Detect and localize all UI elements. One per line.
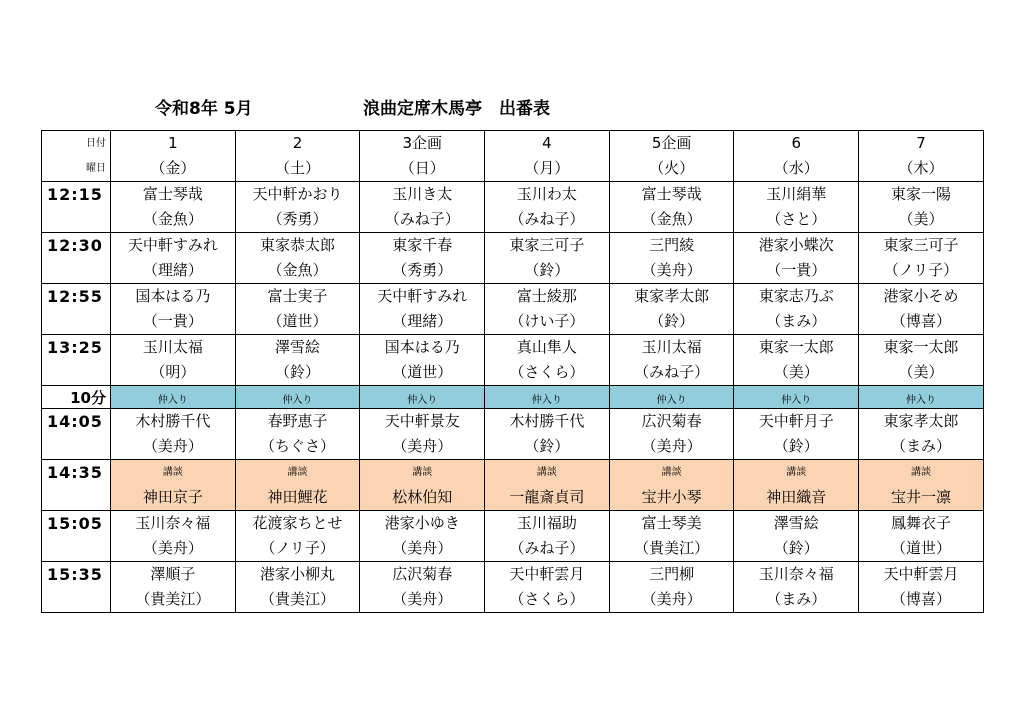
performer-cell (609, 335, 734, 386)
accompanist-name: （貴美江） (260, 590, 336, 608)
intermission-cell (485, 386, 610, 409)
intermission-cell (859, 386, 984, 409)
weekday-label: 曜日 (86, 163, 106, 174)
performer-cell (360, 409, 485, 460)
date-value: 2 (292, 134, 303, 152)
accompanist-name: （金魚） (142, 210, 203, 228)
header-day-cell (235, 131, 360, 182)
time-cell (42, 233, 111, 284)
time-slot-row (42, 562, 984, 613)
performer-name: 東家孝太郎 (883, 412, 959, 430)
accompanist-name: （みね子） (384, 210, 460, 228)
intermission-cell (235, 386, 360, 409)
schedule-table (41, 130, 984, 613)
performer-name: 港家小蝶次 (758, 236, 834, 254)
performer-cell (609, 182, 734, 233)
date-value: 5企画 (651, 134, 692, 152)
time-slot-row (42, 182, 984, 233)
performer-name: 港家小そめ (883, 287, 959, 305)
performer-cell (485, 233, 610, 284)
performer-name: 澤順子 (150, 565, 196, 583)
performer-name: 三門綾 (649, 236, 695, 254)
performer-name: 東家三可子 (509, 236, 585, 254)
performer-name: 春野恵子 (267, 412, 328, 430)
date-value: 3企画 (402, 134, 442, 152)
intermission-text: 仲入り (531, 394, 562, 406)
performer-name: 木村勝千代 (509, 412, 585, 430)
performer-name: 東家恭太郎 (260, 236, 336, 254)
koudan-label: 講談 (287, 467, 308, 478)
performer-cell (485, 409, 610, 460)
header-day-cell (609, 131, 734, 182)
performer-name: 玉川わ太 (516, 185, 577, 203)
accompanist-name: （ちぐさ） (260, 437, 336, 455)
koudan-performer: 松林伯知 (392, 488, 453, 506)
performer-cell (111, 335, 236, 386)
performer-cell (235, 233, 360, 284)
performer-cell (734, 409, 859, 460)
performer-cell (235, 409, 360, 460)
time-cell (42, 182, 111, 233)
accompanist-name: （鈴） (524, 261, 570, 279)
accompanist-name: （美舟） (641, 590, 702, 608)
accompanist-name: （鈴） (773, 539, 819, 557)
koudan-label: 講談 (661, 467, 682, 478)
slot-time: 12:30 (47, 236, 103, 255)
performer-name: 港家小ゆき (384, 514, 460, 532)
performer-name: 東家千春 (392, 236, 453, 254)
accompanist-name: （一貴） (142, 312, 203, 330)
performer-cell (734, 511, 859, 562)
accompanist-name: （一貴） (766, 261, 827, 279)
performer-name: 天中軒雲月 (509, 565, 585, 583)
performer-cell (609, 409, 734, 460)
accompanist-name: （美舟） (392, 437, 453, 455)
accompanist-name: （明） (150, 363, 196, 381)
accompanist-name: （美） (898, 210, 944, 228)
koudan-performer: 一龍斎貞司 (509, 488, 585, 506)
performer-cell (609, 233, 734, 284)
performer-name: 富士綾那 (516, 287, 577, 305)
intermission-duration: 10分 (70, 388, 106, 407)
performer-name: 花渡家ちとせ (252, 514, 343, 532)
slot-time: 12:15 (47, 185, 103, 204)
performer-name: 三門柳 (649, 565, 695, 583)
header-day-cell (859, 131, 984, 182)
date-value: 6 (791, 134, 802, 152)
accompanist-name: （秀勇） (267, 210, 328, 228)
performer-cell (360, 562, 485, 613)
page-title-date: 令和8年 5月 (155, 99, 253, 119)
performer-name: 国本はる乃 (135, 287, 211, 305)
performer-name: 天中軒月子 (758, 412, 834, 430)
performer-cell (111, 511, 236, 562)
accompanist-name: （秀勇） (392, 261, 453, 279)
accompanist-name: （さと） (766, 210, 827, 228)
intermission-row (42, 386, 984, 409)
date-label: 日付 (86, 138, 106, 149)
performer-name: 澤雪絵 (275, 338, 321, 356)
performer-cell (734, 284, 859, 335)
performer-name: 木村勝千代 (135, 412, 211, 430)
performer-name: 東家三可子 (883, 236, 959, 254)
accompanist-name: （みね子） (634, 363, 710, 381)
accompanist-name: （道世） (267, 312, 328, 330)
performer-cell (111, 233, 236, 284)
weekday-value: （木） (898, 159, 944, 177)
intermission-text: 仲入り (282, 394, 313, 406)
performer-cell (734, 335, 859, 386)
koudan-label: 講談 (786, 467, 807, 478)
time-cell (42, 335, 111, 386)
date-value: 4 (542, 134, 552, 152)
accompanist-name: （みね子） (509, 539, 585, 557)
intermission-cell (609, 386, 734, 409)
performer-name: 澤雪絵 (773, 514, 819, 532)
accompanist-name: （鈴） (649, 312, 695, 330)
accompanist-name: （美舟） (142, 437, 203, 455)
accompanist-name: （貴美江） (634, 539, 710, 557)
performer-name: 東家一太郎 (758, 338, 834, 356)
performer-name: 天中軒景友 (384, 412, 460, 430)
koudan-cell (485, 460, 610, 511)
time-cell (42, 284, 111, 335)
performer-cell (859, 182, 984, 233)
performer-name: 国本はる乃 (384, 338, 460, 356)
performer-name: 天中軒すみれ (127, 236, 218, 254)
performer-name: 港家小柳丸 (260, 565, 336, 583)
performer-cell (609, 511, 734, 562)
performer-cell (235, 182, 360, 233)
intermission-cell (734, 386, 859, 409)
performer-cell (734, 562, 859, 613)
accompanist-name: （さくら） (509, 363, 585, 381)
time-slot-row (42, 511, 984, 562)
header-day-cell (111, 131, 236, 182)
intermission-text: 仲入り (407, 394, 438, 406)
performer-cell (485, 335, 610, 386)
accompanist-name: （鈴） (275, 363, 321, 381)
performer-name: 広沢菊春 (392, 565, 453, 583)
accompanist-name: （美） (773, 363, 819, 381)
performer-cell (734, 233, 859, 284)
performer-name: 玉川絹華 (766, 185, 827, 203)
performer-cell (111, 182, 236, 233)
accompanist-name: （美舟） (142, 539, 203, 557)
performer-cell (111, 284, 236, 335)
performer-cell (485, 182, 610, 233)
slot-time: 15:35 (47, 565, 103, 584)
time-slot-row (42, 233, 984, 284)
accompanist-name: （道世） (890, 539, 951, 557)
koudan-performer: 宝井一凛 (890, 488, 951, 506)
intermission-text: 仲入り (656, 394, 687, 406)
performer-cell (859, 284, 984, 335)
performer-name: 富士実子 (267, 287, 328, 305)
performer-name: 東家一陽 (890, 185, 951, 203)
weekday-value: （日） (399, 159, 445, 177)
koudan-cell (859, 460, 984, 511)
performer-cell (111, 562, 236, 613)
performer-name: 鳳舞衣子 (890, 514, 951, 532)
accompanist-name: （みね子） (509, 210, 585, 228)
performer-cell (360, 182, 485, 233)
accompanist-name: （博喜） (890, 590, 951, 608)
performer-cell (235, 562, 360, 613)
accompanist-name: （さくら） (509, 590, 585, 608)
koudan-performer: 神田京子 (142, 488, 203, 506)
performer-name: 玉川奈々福 (758, 565, 834, 583)
performer-name: 富士琴哉 (641, 185, 702, 203)
weekday-value: （土） (275, 159, 321, 177)
koudan-performer: 宝井小琴 (641, 488, 702, 506)
performer-cell (859, 511, 984, 562)
accompanist-name: （道世） (392, 363, 453, 381)
accompanist-name: （美舟） (392, 539, 453, 557)
time-cell (42, 511, 111, 562)
date-value: 7 (916, 134, 926, 152)
koudan-label: 講談 (412, 467, 433, 478)
performer-name: 玉川太福 (641, 338, 702, 356)
koudan-cell (734, 460, 859, 511)
weekday-value: （火） (649, 159, 695, 177)
accompanist-name: （美） (898, 363, 944, 381)
performer-name: 真山隼人 (516, 338, 577, 356)
performer-name: 富士琴哉 (142, 185, 203, 203)
time-slot-row (42, 335, 984, 386)
koudan-label: 講談 (162, 467, 183, 478)
accompanist-name: （博喜） (890, 312, 951, 330)
accompanist-name: （金魚） (641, 210, 702, 228)
performer-cell (485, 511, 610, 562)
performer-cell (609, 284, 734, 335)
performer-cell (734, 182, 859, 233)
performer-cell (360, 233, 485, 284)
slot-time: 15:05 (47, 514, 103, 533)
header-day-cell (360, 131, 485, 182)
koudan-label: 講談 (536, 467, 557, 478)
performer-cell (859, 562, 984, 613)
koudan-performer: 神田織音 (766, 488, 827, 506)
performer-name: 天中軒かおり (252, 185, 343, 203)
koudan-row (42, 460, 984, 511)
accompanist-name: （鈴） (524, 437, 570, 455)
koudan-cell (235, 460, 360, 511)
accompanist-name: （美舟） (641, 261, 702, 279)
header-label-cell (42, 131, 111, 182)
koudan-cell (609, 460, 734, 511)
accompanist-name: （美舟） (392, 590, 453, 608)
intermission-cell (111, 386, 236, 409)
accompanist-name: （まみ） (890, 437, 951, 455)
accompanist-name: （金魚） (267, 261, 328, 279)
performer-name: 東家一太郎 (883, 338, 959, 356)
time-cell (42, 460, 111, 511)
performer-name: 玉川奈々福 (135, 514, 211, 532)
performer-cell (360, 511, 485, 562)
performer-cell (609, 562, 734, 613)
performer-name: 天中軒雲月 (883, 565, 959, 583)
performer-cell (485, 562, 610, 613)
performer-name: 玉川き太 (392, 185, 453, 203)
performer-cell (111, 409, 236, 460)
time-slot-row (42, 409, 984, 460)
performer-name: 天中軒すみれ (377, 287, 468, 305)
header-day-cell (734, 131, 859, 182)
intermission-text: 仲入り (781, 394, 812, 406)
time-slot-row (42, 284, 984, 335)
date-value: 1 (168, 134, 178, 152)
header-day-cell (485, 131, 610, 182)
performer-name: 東家志乃ぶ (758, 287, 834, 305)
accompanist-name: （まみ） (766, 590, 827, 608)
slot-time: 14:05 (47, 412, 103, 431)
performer-cell (235, 511, 360, 562)
koudan-cell (111, 460, 236, 511)
performer-cell (859, 409, 984, 460)
accompanist-name: （まみ） (766, 312, 827, 330)
performer-name: 玉川福助 (516, 514, 577, 532)
performer-name: 東家孝太郎 (634, 287, 710, 305)
weekday-value: （水） (773, 159, 819, 177)
accompanist-name: （貴美江） (135, 590, 211, 608)
performer-name: 富士琴美 (641, 514, 702, 532)
performer-name: 玉川太福 (142, 338, 203, 356)
performer-cell (360, 335, 485, 386)
koudan-cell (360, 460, 485, 511)
accompanist-name: （鈴） (773, 437, 819, 455)
page-title-venue: 浪曲定席木馬亭 出番表 (363, 99, 550, 119)
accompanist-name: （美舟） (641, 437, 702, 455)
accompanist-name: （理緒） (392, 312, 453, 330)
slot-time: 12:55 (47, 287, 103, 306)
performer-cell (235, 284, 360, 335)
accompanist-name: （ノリ子） (260, 539, 335, 557)
time-cell (42, 409, 111, 460)
accompanist-name: （ノリ子） (883, 261, 959, 279)
slot-time: 13:25 (47, 338, 103, 357)
accompanist-name: （理緒） (142, 261, 203, 279)
weekday-value: （月） (524, 159, 570, 177)
performer-cell (859, 233, 984, 284)
performer-cell (235, 335, 360, 386)
intermission-text: 仲入り (157, 394, 188, 406)
intermission-text: 仲入り (905, 394, 936, 406)
performer-cell (859, 335, 984, 386)
intermission-label-cell (42, 386, 111, 409)
koudan-label: 講談 (910, 467, 931, 478)
accompanist-name: （けい子） (509, 312, 585, 330)
koudan-performer: 神田鯉花 (267, 488, 328, 506)
intermission-cell (360, 386, 485, 409)
performer-cell (360, 284, 485, 335)
performer-name: 広沢菊春 (641, 412, 702, 430)
performer-cell (485, 284, 610, 335)
slot-time: 14:35 (47, 463, 103, 482)
header-row (42, 131, 984, 182)
weekday-value: （金） (150, 159, 196, 177)
time-cell (42, 562, 111, 613)
